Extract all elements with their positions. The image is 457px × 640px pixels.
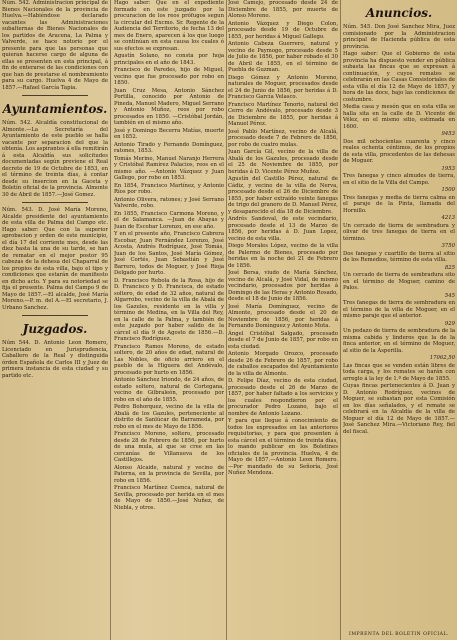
price-value: 1500: [441, 187, 455, 193]
paragraph: Un pedazo de tierra de sembradura de la misma cabida y linderos que la de la finca anterior, en el término de Moguer, al sitio de la Asperilla.: [343, 328, 455, 354]
paragraph: Antonio Tirado y Fernando Domínguez, ratones, 1853.: [114, 141, 224, 154]
paragraph: Agustín del Castillo Pérez, natural de Cádiz, y vecino de la villa de Nerva, procesado desde el 26 de Diciembre de 1855, por haber extraído veinte fanegas de trigo del granero de D. Manuel Pérez, y desaparecido el día 18 de Diciembre.: [228, 176, 338, 215]
price-value: 3750: [441, 243, 455, 249]
paragraph: En 1855, Francisco Carmona Moreno, y el de Salamanca. —Juan de Abayas y Juan de Escobar Lorenzo, en ese año.: [114, 210, 224, 230]
paragraph: Diego Gómez y Antonio Moreno, naturales de Moguer, procesados desde el 24 de Junio de 1856, por heridas á D. Francisco García Velasco.: [228, 74, 338, 100]
paragraph: Antonio Cabeza Guerrero, natural y vecino de Paymogo, procesado desde 5 de Julio de 1856, por haber robado el 30 de Abril de 1855, en el término de Puebla de Guzman.: [228, 41, 338, 73]
notice-544-juzgado: Núm 544. D. Antonio Leon Romero, Licenciado en Jurisprudencia, Caballero de la Real y distinguida órden Española de Carlos III y Juez de primera instancia de esta ciudad y su partido etc.: [2, 340, 108, 379]
price-value: 17062,50: [429, 355, 455, 361]
paragraph: Un cercado de tierra de sembradura y olivar de tres fanegas de tierra en el término.: [343, 222, 455, 242]
notice-542-almonte: Núm. 542. Alcaldía constitucional de Almonte.—La Secretaría del Ayuntamiento de este pueblo se halla vacante por separacion del que la obtenía. Los aspirantes á ella remitirán á esta Alcaldía sus solicitudes documentadas según previene el Real decreto de 19 de Octubre de 1853, en el término de treinta días, á contar desde su insercion en la Gaceta y Boletín oficial de la provincia. Almonte 30 de Abril de 1857.—José Gomez.: [2, 120, 108, 198]
paragraph: Tres fanegas y cinco almudes de tierra, en el sitio de la Villa del Campo.: [343, 173, 455, 186]
price-value: 1953: [441, 165, 455, 172]
paragraph: Y en el presente año, Francisco Cabrera Escobar, Juan Fernández Lorenzo, José Acosta, Andrés Rodríguez, José Tomás, Juan de los Santos, José María Gómez, José Cortés, Juan Sebastián y José Barrero, todos de Moguer, y José Rioja Delgado por hurto.: [114, 231, 224, 276]
paragraph: Tres fanegas y media de tierra calma en el paraje de la Pinta, llamada del Hornillo.: [343, 194, 455, 214]
paragraph: Dos mil ochocientas cuarenta y cinco reales ochenta céntimos, de los propios de esta villa, procedentes de las dehesas de Moguer.: [343, 138, 455, 164]
paragraph: Media casa y mesón que en esta villa se halla sita en la calle de D. Vicente de Vélez, en el mismo sitio, estimada en 1600.: [343, 104, 455, 130]
paragraph: Juan Cruz Mesa, Antonio Sánchez Portilla, conocido por Antonio de Pineda, Manuel Madero, Miguel Serrano y Antonio Muñoz, reos por robo procesados en 1850. —Cristóbal Jordán, también en el mismo año.: [114, 87, 224, 126]
column-rule: [226, 0, 227, 640]
paragraph: Juan García Gil, vecino de la villa de Abalá de los Gazules, procesado desde el 25 de Noviembre de 1855, por heridas á D. Vicente Pérez Muñoz.: [228, 149, 338, 175]
column-rule: [340, 0, 341, 640]
price-value: 929: [444, 320, 455, 327]
paragraph: Francisco Martínez Cuenca, natural de Sevilla, procesado por herida en el mes de Mayo de 1856.—José Nuñez, de Niebla, y otros.: [114, 485, 224, 511]
paragraph: Diego Morales López, vecino de la villa de Palermo de Bienes, procesado por heridas en la noche del 21 de Febrero de 1856.: [228, 243, 338, 269]
paragraph: En 1854, Francisco Martínez, y Antonio Ríos por robo.: [114, 182, 224, 195]
column-3: [228, 0, 338, 640]
paragraph: Hago saber: Que el Gobierno de esta provincia ha dispuesto vender en pública subasta las fincas que se expresan á continuación, y cuyos remates se celebrarán en las Casas Consistoriales de esta villa el día 12 de Mayo de 1857, y hora de las doce, bajo las condiciones de costumbre.: [343, 51, 455, 103]
price-value: 545: [444, 292, 455, 299]
paragraph: Francisco de Paredes, hijo de Miguel, vecino que fue procesado por robo en 1850.: [114, 67, 224, 86]
notice-543-palma: Núm. 543. D. José María Moreno, Alcalde presidente del ayuntamiento de esta villa de Palma del Campo etc. Hago saber: Que con la superior aprobacion y orden de este municipio, el día 17 del corriente mes, desde las diez hasta la una de su tarde, se han de rematar en el mejor postor 95 cabezas de la dehesa del Chaparral de los propios de esta villa, bajo el tipo y condiciones que estarán de manifiesto en dicho acto. Y para su notoriedad se fija el presente. Palma del Campo 9 de Mayo de 1857.—El alcalde, José María Moreno.—P. m. del A.—El secretario, J. Urbano Sanchez.: [2, 207, 108, 311]
paragraph: José Pablo Martínez, vecino de Alcalá, procesado desde 7 de Febrero de 1856, por robo de cuatro mulas.: [228, 128, 338, 148]
paragraph: Hago saber: Que en el expediente formado en este juzgado por la procuracion de los reos prófugos segun la circular del Excmo. Sr. Regente de la Audiencia del Territorio, de fecha 13 del mes de Enero, aparecen á los que luego se continúan en esta causa los cuales ó sus efectos se expresan.: [114, 0, 224, 52]
paragraph: Y para que llegue á conocimiento de todos los expresados en las anteriores requisitorias, y para que presenten á esta cárcel en el término de treinta días, lo mando publicar en los Boletines oficiales de la provincia. Huelva, 4 de Mayo de 1857.—Antonio Leon Romero.—Por mandado de su Señoría, José Nuñez Mendoza.: [228, 418, 338, 476]
paragraph: Francisco Martínez Tenorio, natural del Cerro de Andévalo, procesado desde 3 de Diciembre de 1855, por heridas á Manuel Pérez.: [228, 101, 338, 127]
paragraph: Francisco Moreno, soltero, procesado desde 28 de Febrero de 1856, por hurto de una mula, al que se cree en las cercanías de Villanueva de los Castillejos.: [114, 431, 224, 463]
column-4: [343, 0, 455, 640]
section-heading-juzgados: Juzgados.: [22, 322, 88, 336]
column-1: [2, 0, 108, 640]
paragraph: Pedro Bohorquez, vecino de la villa de Abalá de los Gazules, perteneciente al distrito de Sanlúcar de Barrameda, por robo en el mes de Mayo de 1856.: [114, 404, 224, 430]
paragraph: Antonio Sánchez Iriondo, de 24 años, de estado soltero, natural de Cortegana, vecino de Gilbraleón, procesado por robo en el año de 1855.: [114, 377, 224, 403]
paragraph: José María Domínguez, vecino de Almonte, procesado desde el 20 de Noviembre de 1856, por heridas á Fernando Domínguez y Antonio Mota.: [228, 303, 338, 329]
paragraph: Andrés Sandoval, de este vecindario, procesado desde el 13 de Marzo de 1856, por heridas á D. Juan Lopez, vecino de esta villa.: [228, 216, 338, 242]
paragraph: Dos fanegas y cuartillo de tierra al sitio de los Remedios, término de esta villa.: [343, 250, 455, 263]
paragraph: Ángel Cristóbal Salgado, procesado desde el 7 de Junio de 1857, por robo en esta ciudad.: [228, 330, 338, 350]
section-divider: [22, 315, 88, 316]
paragraph: Cuyas fincas pertenecientes á D. Juan y D. Antonio Rodríguez, vecinos de Moguer, se subastan por esta Comisión en los días señalados, y el remate se celebrará en la Alcaldía de la villa de Moguer el día 12 de Mayo de 1857.—José Sanchez Mira.—Victoriano Rey, fiel del fiscal.: [343, 383, 455, 435]
price-value: 9453: [441, 131, 455, 137]
section-divider: [22, 95, 88, 96]
paragraph: José Bersa, viudo de María Sánchez, vecino de Alcalá, y José Vidal, de mismo vecindario, procesados por heridas á Domingo de las Heras y Antonio Rosado, desde el 18 de Junio de 1856.: [228, 270, 338, 302]
paragraph: Un cercado de tierra de sembradura sito en el término de Moguer, camino de Palos.: [343, 272, 455, 291]
paragraph: Francisco Ramos Moreno, de estado soltero, de 20 años de edad, natural de Las Nobles, de oficio arriero en el pueblo de la Higuera del Andévalo, procesado por hurto en 1856.: [114, 343, 224, 376]
paragraph: D. Felipe Díaz, vecino de esta ciudad, procesado desde el 26 de Marzo de 1857, por haber faltado a los servicios y los cuales respondieron por el procurador Pedro Lozano, bajo el nombre de Antonio Lozano.: [228, 378, 338, 417]
paragraph: D. Francisco Rebola de la Rosa, hijo de D. Francisco y D. Francisca, de estado soltero, de edad de 32 años, natural de Algarrobo, vecino de la villa de Abalá de los Gazules, residente en la villa y término de Medina, en la Villa del Rey, en la calle de la Palma, y también de este juzgado por haber salido de la cárcel el día 9 de Agosto de 1856.—D. Francisco Rodríguez.: [114, 277, 224, 342]
notice-542-bienes: Núm. 542. Administracion principal de Bienes Nacionales de la provincia de Huelva.—Habiéndose declarado vacantes las Administraciones subalternas de Bienes Nacionales de los partidos de Aracena, La Palma y Valverde, se hace notorio por el presente para que las personas que quieran hacerse cargo de alguna de ellas se presenten en esta principal, á fin de enterarse de las condiciones con que han de prestarse el nombramiento para su cargo. Huelva 4 de Mayo de 1857.—Rafael García Tapia.: [2, 0, 108, 91]
column-rule: [110, 0, 111, 640]
notice-545-subasta: Núm. 545. Don José Sanchez Mira, Juez comisionado por la Administracion principal de Hacienda pública de esta provincia.: [343, 24, 455, 50]
price-value: 4213: [441, 215, 455, 221]
section-heading-ayuntamientos: Ayuntamientos.: [2, 102, 108, 116]
paragraph: José y Domingo Becerra Matías, muerte en 1852.: [114, 127, 224, 140]
paragraph: Las fincas que se venden están libres de toda carga, y los remates se harán con arreglo á la ley de 1.º de Mayo de 1855.: [343, 362, 455, 382]
column-2: [114, 0, 224, 640]
paragraph: Antonio Morgado Orozco, procesado desde 26 de Febrero de 1857, por robo de caballos escapados del Ayuntamiento de la villa de Almonte.: [228, 351, 338, 377]
paragraph: Alonso Alcaide, natural y vecino de Paterna, en la provincia de Sevilla, por robo en 1856.: [114, 464, 224, 484]
paragraph: Agustín Solano, no consta por hoja principales en el año de 1843.: [114, 53, 224, 66]
paragraph: José Camejo, procesado desde 24 de Diciembre de 1855, por muerte de Alonso Moreno.: [228, 0, 338, 19]
paragraph: Tomás Merino, Manuel Naranjo Herrera y Cristóbal Ramírez Palacios, reos en el mismo año. —Antonio Vázquez y Juan Gallego, por robo en 1853.: [114, 155, 224, 181]
paragraph: Antonio Olivera, ratones; y José Serrano Valverde, robo.: [114, 196, 224, 209]
price-value: 825: [444, 264, 455, 271]
section-heading-anuncios: Anuncios.: [365, 6, 433, 20]
printer-footer: IMPRENTA DEL BOLETIN OFICIAL.: [349, 632, 449, 637]
section-divider: [22, 202, 88, 203]
paragraph: Antonio Vázquez y Diego Colon, procesado desde 19 de Octubre de 1855, por heridas á Miguel Gallego.: [228, 20, 338, 40]
paragraph: Tres fanegas de tierra de sembradura en el término de la villa de Moguer, en el mismo paraje que el anterior.: [343, 300, 455, 319]
